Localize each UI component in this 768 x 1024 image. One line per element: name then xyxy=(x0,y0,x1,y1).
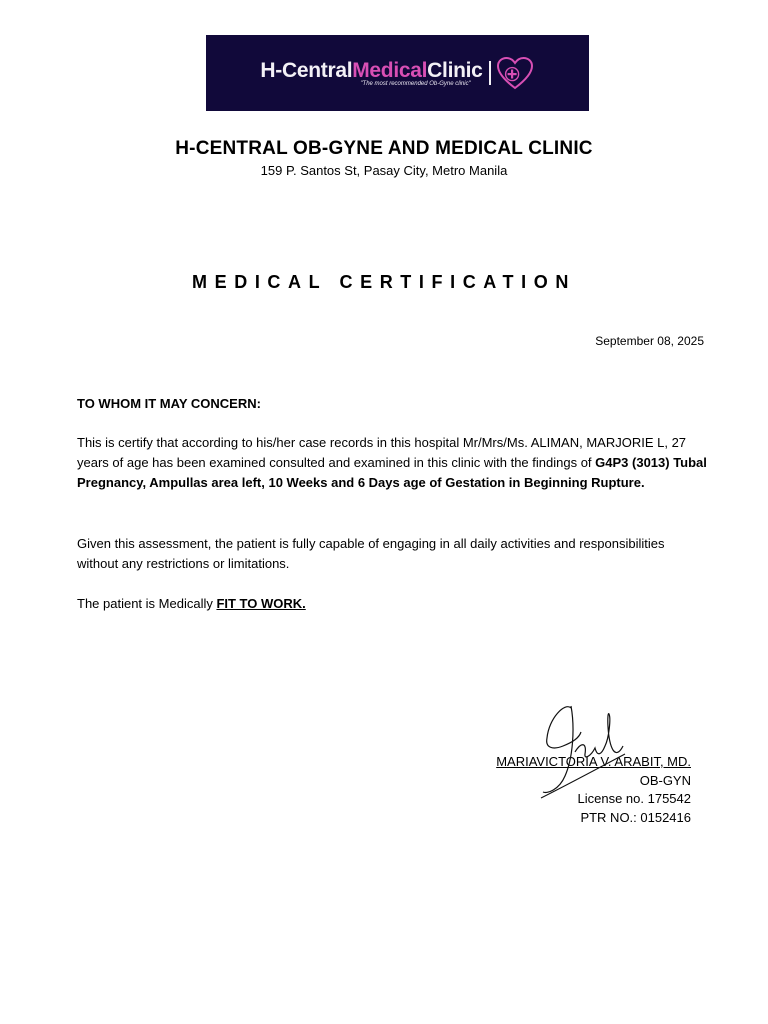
signatory-name: MARIAVICTORIA V. ARABIT, MD. xyxy=(496,754,691,769)
clinic-name: H-CENTRAL OB-GYNE AND MEDICAL CLINIC xyxy=(175,138,593,159)
certification-intro: This is certify that according to his/her case records in this hospital Mr/Mrs/Ms. ALIMAN, MARJORIE L, 27 years of age has been examined consulted and examined in this clinic with the findings of xyxy=(77,435,687,470)
logo-word-accent: Medical xyxy=(352,58,428,82)
signatory-block xyxy=(496,753,691,827)
logo-word-primary: H-Central xyxy=(260,58,353,82)
heart-cross-icon xyxy=(495,55,535,91)
clinic-address: 159 P. Santos St, Pasay City, Metro Manila xyxy=(260,163,508,178)
ptr-number: PTR NO.: 0152416 xyxy=(580,809,691,825)
logo-tagline: "The most recommended Ob-Gyne clinic" xyxy=(360,80,471,87)
logo-word-end: Clinic xyxy=(427,58,483,82)
salutation: TO WHOM IT MAY CONCERN: xyxy=(77,396,261,411)
certification-paragraph xyxy=(77,433,707,493)
assessment-paragraph: Given this assessment, the patient is fully capable of engaging in all daily activities and responsibilities without any restrictions or limitations. xyxy=(77,536,665,571)
fitness-intro: The patient is Medically xyxy=(77,596,217,611)
diagnosis-findings: G4P3 (3013) Tubal Pregnancy, Ampullas area left, 10 Weeks and 6 Days age of Gestation in Beginning Rupture. xyxy=(77,455,707,490)
fitness-paragraph xyxy=(77,594,707,614)
logo-wordmark xyxy=(260,60,482,82)
clinic-logo xyxy=(260,55,534,91)
document-date: September 08, 2025 xyxy=(595,334,704,348)
license-number: License no. 175542 xyxy=(577,791,691,806)
fitness-status: FIT TO WORK. xyxy=(216,596,306,611)
document-title: MEDICAL CERTIFICATION xyxy=(192,272,576,292)
clinic-logo-banner xyxy=(206,35,589,111)
logo-divider xyxy=(489,61,491,85)
signatory-title: OB-GYN xyxy=(639,772,691,788)
